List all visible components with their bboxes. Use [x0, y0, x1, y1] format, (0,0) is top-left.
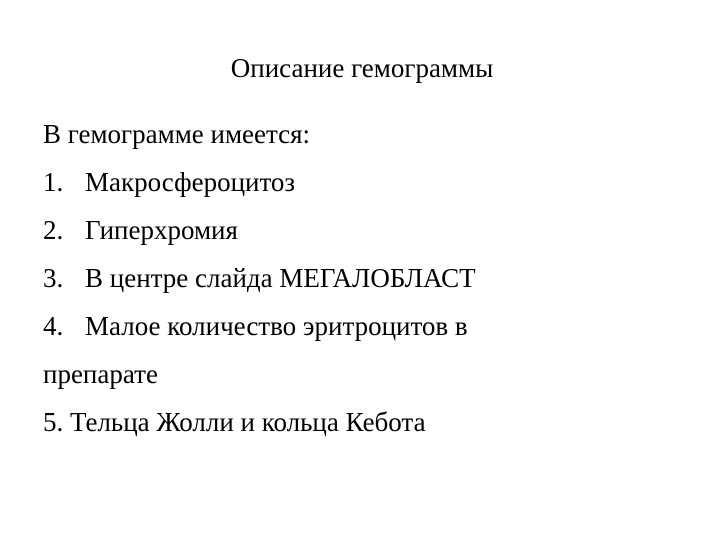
list-item-text: В центре слайда МЕГАЛОБЛАСТ	[85, 263, 476, 293]
list-item	[43, 254, 683, 302]
slide-body	[43, 110, 683, 446]
list-item-number: 3.	[43, 263, 64, 293]
list-item-number: 4.	[43, 311, 64, 341]
list-item	[43, 158, 683, 206]
list-item-number: 2.	[43, 215, 64, 245]
list-item-text: Малое количество эритроцитов в	[85, 311, 468, 341]
list-item-number: 1.	[43, 167, 64, 197]
list-item-text: Гиперхромия	[85, 215, 238, 245]
list-item-last: 5. Тельца Жолли и кольца Кебота	[43, 407, 426, 437]
list-item	[43, 302, 683, 350]
list-item-continuation: препарате	[43, 359, 158, 389]
list-item-text: Макросфероцитоз	[85, 167, 296, 197]
intro-text: В гемограмме имеется:	[43, 119, 311, 149]
list-item	[43, 206, 683, 254]
slide-title: Описание гемограммы	[230, 53, 494, 83]
